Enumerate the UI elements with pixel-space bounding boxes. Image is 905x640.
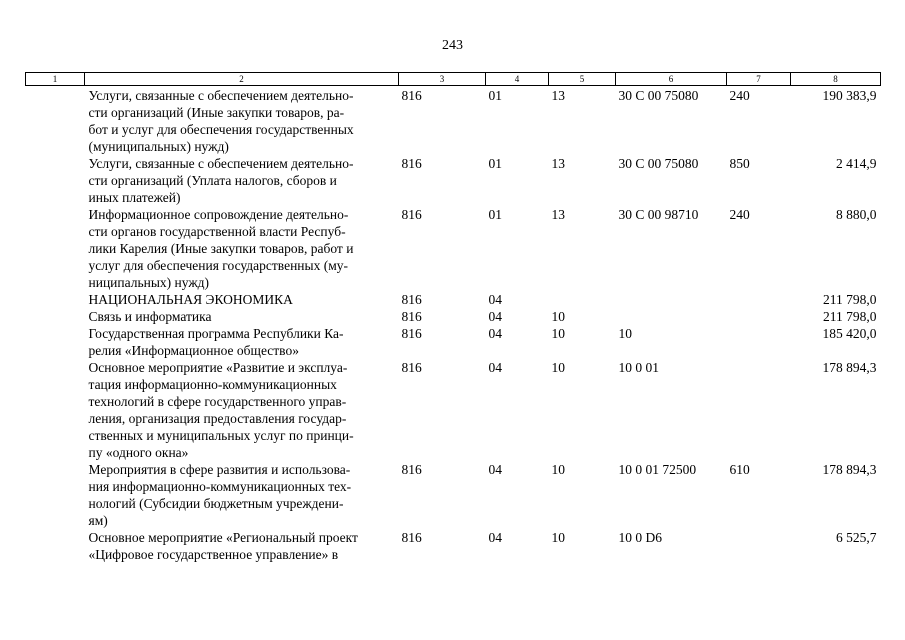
table-row xyxy=(26,206,881,291)
subsection-code xyxy=(549,291,616,308)
row-number xyxy=(26,86,85,156)
expense-type-code: 610 xyxy=(729,462,750,477)
section-code: 01 xyxy=(488,207,502,222)
amount: 8 880,0 xyxy=(836,207,877,222)
amount: 211 798,0 xyxy=(823,292,877,307)
table-row xyxy=(26,461,881,529)
table-row xyxy=(26,529,881,563)
row-number xyxy=(26,155,85,206)
ministry-code: 816 xyxy=(401,88,422,103)
expense-type-code xyxy=(727,325,791,359)
expense-type-code xyxy=(727,529,791,563)
ministry-code: 816 xyxy=(401,530,422,545)
subsection-code: 10 xyxy=(551,360,565,375)
ministry-code: 816 xyxy=(401,309,422,324)
section-code: 04 xyxy=(488,309,502,324)
section-code: 01 xyxy=(488,88,502,103)
table-row xyxy=(26,155,881,206)
table-row xyxy=(26,291,881,308)
target-article-code xyxy=(616,291,727,308)
column-header-4: 4 xyxy=(486,73,549,86)
section-code: 04 xyxy=(488,462,502,477)
amount: 178 894,3 xyxy=(822,360,877,375)
subsection-code: 10 xyxy=(551,462,565,477)
target-article-code: 10 0 01 72500 xyxy=(618,462,697,477)
column-header-5: 5 xyxy=(549,73,616,86)
column-header-7: 7 xyxy=(727,73,791,86)
amount: 185 420,0 xyxy=(822,326,877,341)
column-header-3: 3 xyxy=(399,73,486,86)
expense-type-code xyxy=(727,359,791,461)
target-article-code: 30 С 00 75080 xyxy=(618,88,699,103)
ministry-code: 816 xyxy=(401,462,422,477)
subsection-code: 13 xyxy=(551,88,565,103)
target-article-code: 10 0 01 xyxy=(618,360,659,375)
section-code: 04 xyxy=(488,360,502,375)
row-number xyxy=(26,359,85,461)
expense-name: Связь и информатика xyxy=(88,309,212,324)
expense-name: Государственная программа Республики Ка- релия «Информационное общество» xyxy=(88,326,344,358)
column-header-1: 1 xyxy=(26,73,85,86)
table-row xyxy=(26,325,881,359)
expense-type-code: 850 xyxy=(729,156,750,171)
ministry-code: 816 xyxy=(401,292,422,307)
page-number: 243 xyxy=(442,38,463,53)
expense-name: Мероприятия в сфере развития и использова- ния информационно-коммуникационных тех- нологий (Субсидии бюджетным учреждени- ям) xyxy=(88,462,352,528)
expense-name: Основное мероприятие «Региональный проект «Цифровое государственное управление» в xyxy=(88,530,358,562)
amount: 6 525,7 xyxy=(836,530,877,545)
expense-type-code xyxy=(727,308,791,325)
expense-name: Основное мероприятие «Развитие и эксплуа- тация информационно-коммуникационных технологий в сфере государственного управ- ления, организация предоставления государ- ственных и муниципальных услуг по принци- пу «одного окна» xyxy=(88,360,354,460)
table-row xyxy=(26,308,881,325)
expense-name: НАЦИОНАЛЬНАЯ ЭКОНОМИКА xyxy=(88,292,293,307)
row-number xyxy=(26,308,85,325)
target-article-code: 10 xyxy=(618,326,632,341)
subsection-code: 13 xyxy=(551,207,565,222)
table-header-row xyxy=(26,73,881,86)
expense-type-code: 240 xyxy=(729,207,750,222)
amount: 211 798,0 xyxy=(823,309,877,324)
ministry-code: 816 xyxy=(401,360,422,375)
target-article-code: 30 С 00 75080 xyxy=(618,156,699,171)
row-number xyxy=(26,206,85,291)
row-number xyxy=(26,325,85,359)
expense-type-code: 240 xyxy=(729,88,750,103)
ministry-code: 816 xyxy=(401,156,422,171)
ministry-code: 816 xyxy=(401,207,422,222)
target-article-code xyxy=(616,308,727,325)
column-header-6: 6 xyxy=(616,73,727,86)
target-article-code: 10 0 D6 xyxy=(618,530,662,545)
table-row xyxy=(26,86,881,156)
section-code: 04 xyxy=(488,326,502,341)
budget-table xyxy=(25,72,881,563)
section-code: 01 xyxy=(488,156,502,171)
row-number xyxy=(26,291,85,308)
section-code: 04 xyxy=(488,530,502,545)
column-header-8: 8 xyxy=(791,73,881,86)
amount: 190 383,9 xyxy=(822,88,877,103)
table-row xyxy=(26,359,881,461)
expense-name: Информационное сопровождение деятельно- сти органов государственной власти Респуб- лики Карелия (Иные закупки товаров, работ и услуг для обеспечения государственных (му- ниципальных) нужд) xyxy=(88,207,354,290)
subsection-code: 10 xyxy=(551,326,565,341)
ministry-code: 816 xyxy=(401,326,422,341)
target-article-code: 30 С 00 98710 xyxy=(618,207,699,222)
section-code: 04 xyxy=(488,292,502,307)
amount: 178 894,3 xyxy=(822,462,877,477)
subsection-code: 10 xyxy=(551,309,565,324)
expense-name: Услуги, связанные с обеспечением деятельно- сти организаций (Иные закупки товаров, ра- бот и услуг для обеспечения государственных (муниципальных) нужд) xyxy=(88,88,354,154)
expense-name: Услуги, связанные с обеспечением деятельно- сти организаций (Уплата налогов, сборов и иных платежей) xyxy=(88,156,354,205)
row-number xyxy=(26,529,85,563)
amount: 2 414,9 xyxy=(836,156,877,171)
column-header-2: 2 xyxy=(85,73,399,86)
expense-type-code xyxy=(727,291,791,308)
subsection-code: 13 xyxy=(551,156,565,171)
row-number xyxy=(26,461,85,529)
subsection-code: 10 xyxy=(551,530,565,545)
